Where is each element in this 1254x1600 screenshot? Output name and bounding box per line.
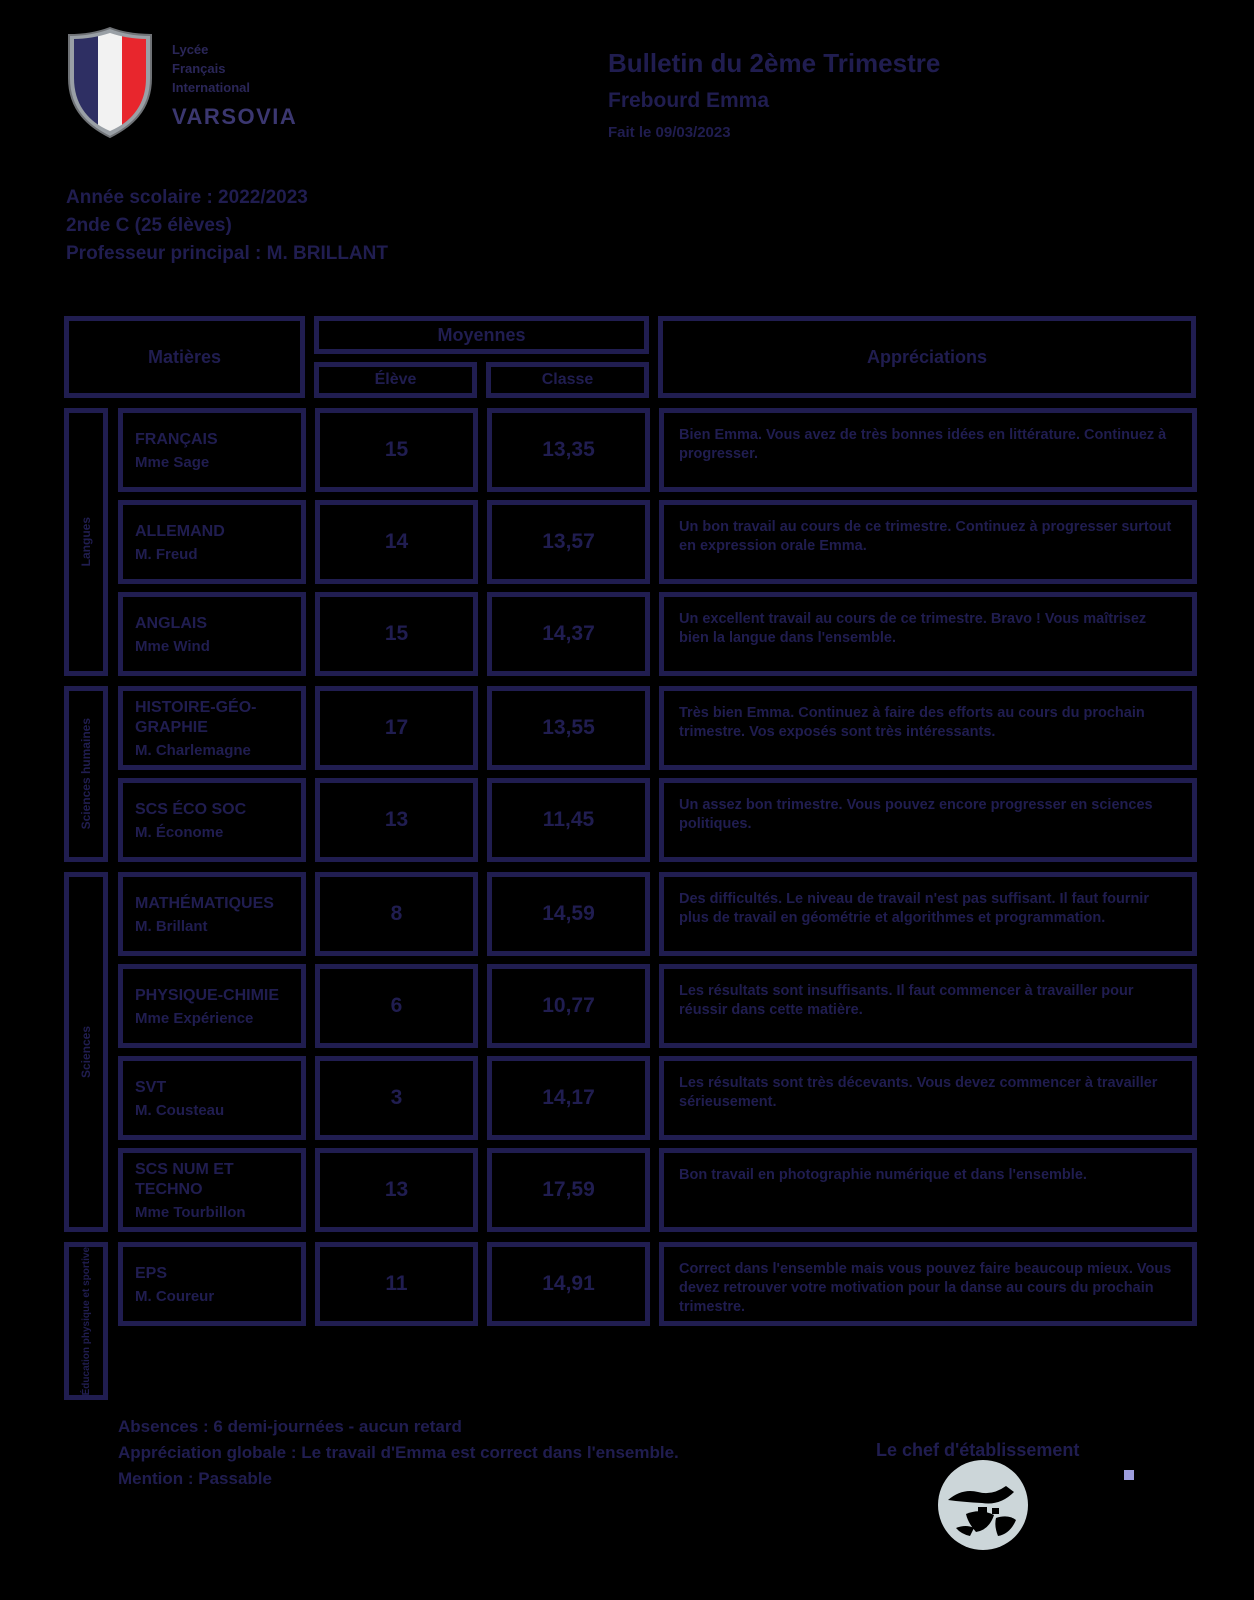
group-label-text: Langues bbox=[78, 517, 93, 567]
table-row bbox=[118, 686, 1197, 770]
student-average: 15 bbox=[315, 408, 478, 492]
subject-name: EPS bbox=[135, 1264, 168, 1282]
table-row bbox=[118, 1242, 1197, 1326]
subject-name: ANGLAIS bbox=[135, 614, 207, 632]
subject-group-eps bbox=[64, 1242, 1197, 1400]
header-appreciations: Appréciations bbox=[658, 316, 1196, 398]
school-logo bbox=[64, 26, 297, 140]
student-average: 13 bbox=[315, 1148, 478, 1232]
teacher-name: M. Économe bbox=[135, 823, 224, 841]
student-average: 11 bbox=[315, 1242, 478, 1326]
class-average: 14,37 bbox=[487, 592, 650, 676]
remark-cell: Les résultats sont très décevants. Vous devez commencer à travailler sérieusement. bbox=[659, 1056, 1197, 1140]
subject-group-sciences-humaines bbox=[64, 686, 1197, 862]
remark-cell: Des difficultés. Le niveau de travail n'est pas suffisant. Il faut fournir plus de travail en géométrie et algorithmes et programmation. bbox=[659, 872, 1197, 956]
remark-cell: Bien Emma. Vous avez de très bonnes idées en littérature. Continuez à progresser. bbox=[659, 408, 1197, 492]
table-row bbox=[118, 408, 1197, 492]
subject-name: FRANÇAIS bbox=[135, 430, 218, 448]
student-average: 8 bbox=[315, 872, 478, 956]
subject-name: ALLEMAND bbox=[135, 522, 225, 540]
subject-group-sciences bbox=[64, 872, 1197, 1232]
subject-cell bbox=[118, 686, 306, 770]
school-year: Année scolaire : 2022/2023 bbox=[66, 187, 308, 208]
student-name: Frebourd Emma bbox=[608, 89, 770, 112]
group-label bbox=[64, 872, 108, 1232]
doc-date: Fait le 09/03/2023 bbox=[608, 124, 731, 141]
table-row bbox=[118, 1148, 1197, 1232]
subject-name: HISTOIRE-GÉOGRAPHIE bbox=[135, 698, 257, 736]
class-average: 13,35 bbox=[487, 408, 650, 492]
teacher-name: M. Coureur bbox=[135, 1287, 215, 1305]
class-average: 13,55 bbox=[487, 686, 650, 770]
remark-cell: Un excellent travail au cours de ce trimestre. Bravo ! Vous maîtrisez bien la langue dans l'ensemble. bbox=[659, 592, 1197, 676]
doc-title: Bulletin du 2ème Trimestre bbox=[608, 48, 941, 78]
subject-name: SCS NUM ET TECHNO bbox=[135, 1160, 234, 1198]
teacher-name: M. Brillant bbox=[135, 917, 208, 935]
teacher-name: M. Freud bbox=[135, 545, 198, 563]
class-average: 10,77 bbox=[487, 964, 650, 1048]
subject-cell bbox=[118, 778, 306, 862]
class-average: 17,59 bbox=[487, 1148, 650, 1232]
group-label-text: Éducation physique et sportive bbox=[80, 1247, 92, 1396]
subject-group-langues bbox=[64, 408, 1197, 676]
student-average: 6 bbox=[315, 964, 478, 1048]
class-size: 2nde C (25 élèves) bbox=[66, 215, 232, 236]
subject-cell bbox=[118, 1056, 306, 1140]
group-label bbox=[64, 686, 108, 862]
group-label bbox=[64, 1242, 108, 1400]
subject-name: PHYSIQUE-CHIMIE bbox=[135, 986, 280, 1004]
stamp-icon bbox=[936, 1458, 1030, 1552]
header-moyennes-group bbox=[314, 316, 649, 398]
subject-name: SCS ÉCO SOC bbox=[135, 800, 247, 818]
remark-cell: Correct dans l'ensemble mais vous pouvez faire beaucoup mieux. Vous devez retrouver votre motivation pour la danse au cours du prochain trimestre. bbox=[659, 1242, 1197, 1326]
group-label-text: Sciences humaines bbox=[78, 718, 93, 830]
class-average: 11,45 bbox=[487, 778, 650, 862]
absences-note: Absences : 6 demi-journées - aucun retard bbox=[118, 1417, 462, 1437]
subject-cell bbox=[118, 1242, 306, 1326]
grades-table bbox=[64, 316, 1197, 1492]
class-average: 14,91 bbox=[487, 1242, 650, 1326]
class-average: 13,57 bbox=[487, 500, 650, 584]
subject-name: MATHÉMATIQUES bbox=[135, 894, 274, 912]
subject-cell bbox=[118, 500, 306, 584]
school-name-line: International bbox=[172, 80, 251, 95]
class-average: 14,17 bbox=[487, 1056, 650, 1140]
remark-cell: Les résultats sont insuffisants. Il faut commencer à travailler pour réussir dans cette matière. bbox=[659, 964, 1197, 1048]
accent-square bbox=[1124, 1470, 1134, 1480]
school-name-line: Français bbox=[172, 61, 226, 76]
remark-cell: Un assez bon trimestre. Vous pouvez encore progresser en sciences politiques. bbox=[659, 778, 1197, 862]
signature-label: Le chef d'établissement bbox=[876, 1440, 1080, 1460]
student-average: 15 bbox=[315, 592, 478, 676]
remark-cell: Très bien Emma. Continuez à faire des efforts au cours du prochain trimestre. Vos exposés sont très intéressants. bbox=[659, 686, 1197, 770]
school-name-line: Lycée bbox=[172, 42, 209, 57]
student-average: 17 bbox=[315, 686, 478, 770]
teacher-name: Mme Tourbillon bbox=[135, 1203, 246, 1221]
group-label-text: Sciences bbox=[78, 1025, 93, 1079]
teacher-name: Mme Wind bbox=[135, 637, 210, 655]
teacher-name: M. Cousteau bbox=[135, 1101, 225, 1119]
class-average: 14,59 bbox=[487, 872, 650, 956]
group-label bbox=[64, 408, 108, 676]
info-block bbox=[66, 184, 388, 268]
subject-cell bbox=[118, 964, 306, 1048]
table-row bbox=[118, 964, 1197, 1048]
header-eleve: Élève bbox=[314, 362, 477, 398]
title-block bbox=[608, 48, 940, 141]
school-name bbox=[172, 26, 297, 140]
table-row bbox=[118, 500, 1197, 584]
table-row bbox=[118, 778, 1197, 862]
subject-cell bbox=[118, 872, 306, 956]
mention-note: Mention : Passable bbox=[118, 1469, 272, 1489]
header-classe: Classe bbox=[486, 362, 649, 398]
student-average: 14 bbox=[315, 500, 478, 584]
school-shield-icon bbox=[64, 26, 156, 140]
subject-cell bbox=[118, 1148, 306, 1232]
subject-cell bbox=[118, 408, 306, 492]
table-row bbox=[118, 592, 1197, 676]
teacher-name: M. Charlemagne bbox=[135, 741, 251, 759]
remark-cell: Un bon travail au cours de ce trimestre. Continuez à progresser surtout en expression orale Emma. bbox=[659, 500, 1197, 584]
header-moyennes: Moyennes bbox=[314, 316, 649, 354]
header-matieres: Matières bbox=[64, 316, 305, 398]
table-row bbox=[118, 1056, 1197, 1140]
global-remark: Appréciation globale : Le travail d'Emma est correct dans l'ensemble. bbox=[118, 1443, 679, 1463]
main-teacher: Professeur principal : M. BRILLANT bbox=[66, 243, 388, 264]
school-city: VARSOVIA bbox=[172, 104, 298, 129]
student-average: 3 bbox=[315, 1056, 478, 1140]
teacher-name: Mme Sage bbox=[135, 453, 210, 471]
teacher-name: Mme Expérience bbox=[135, 1009, 254, 1027]
subject-name: SVT bbox=[135, 1078, 167, 1096]
student-average: 13 bbox=[315, 778, 478, 862]
table-header bbox=[64, 316, 1197, 398]
subject-cell bbox=[118, 592, 306, 676]
table-row bbox=[118, 872, 1197, 956]
remark-cell: Bon travail en photographie numérique et dans l'ensemble. bbox=[659, 1148, 1197, 1232]
